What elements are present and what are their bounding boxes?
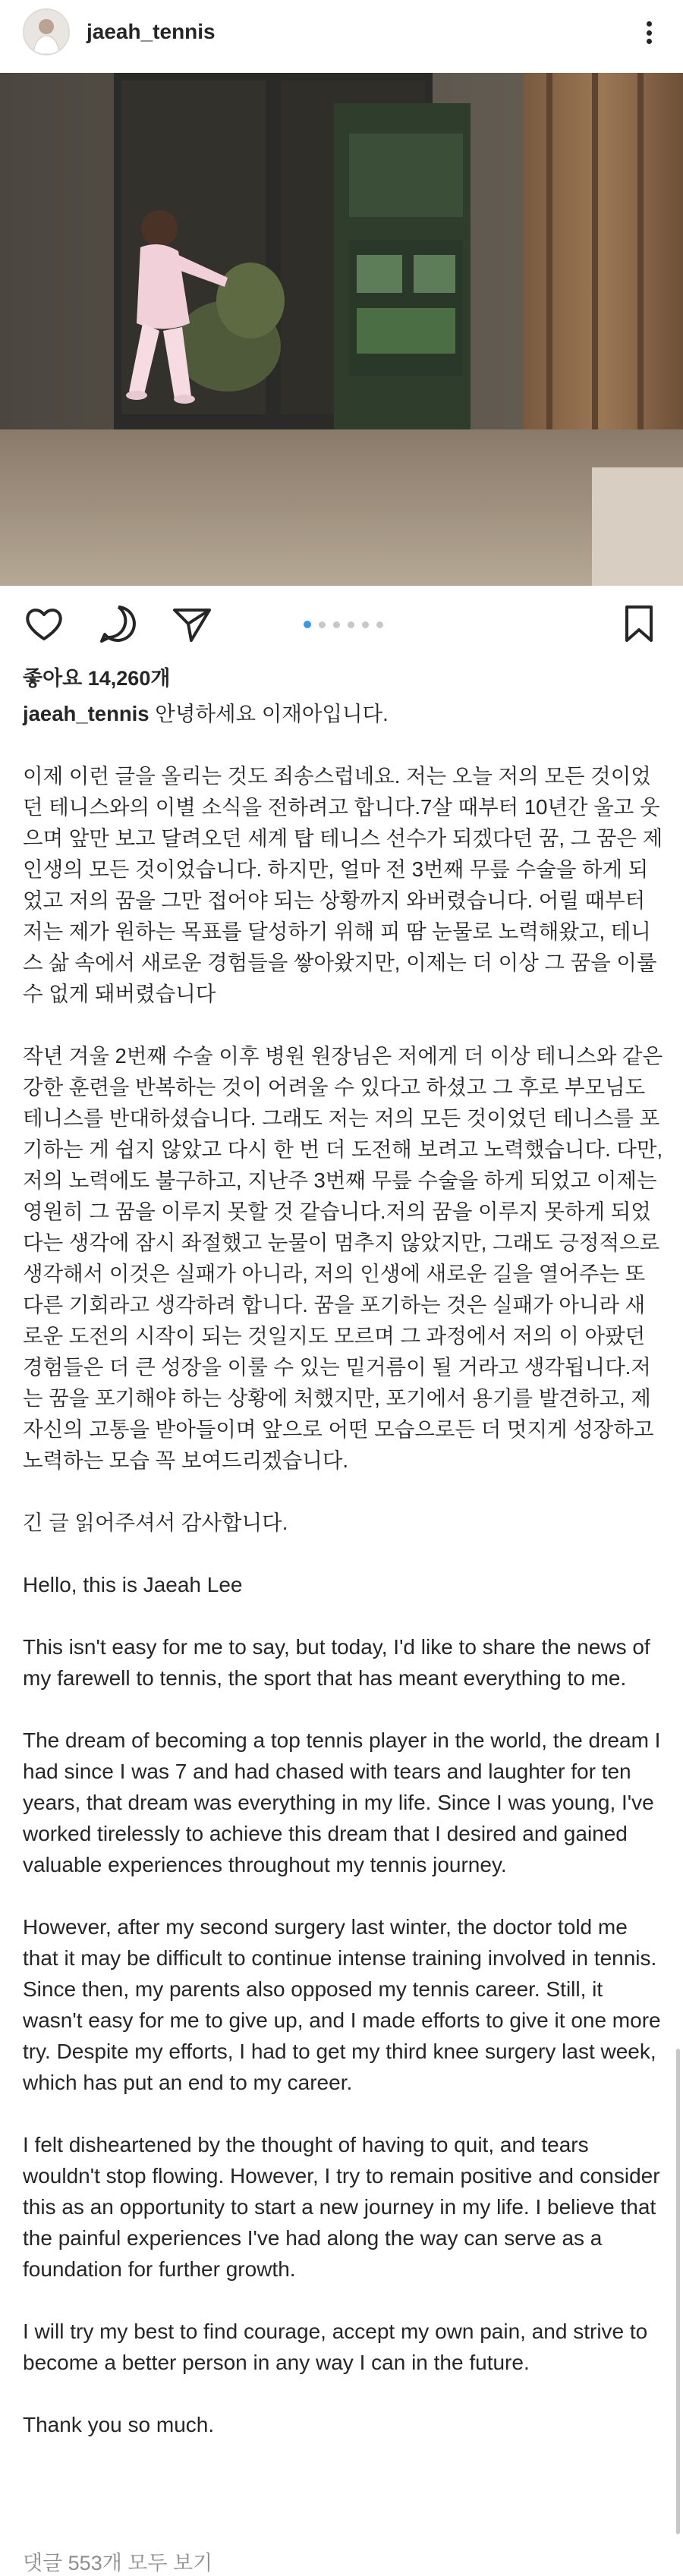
post-header [0,0,683,64]
carousel-dot [348,621,354,628]
caption-en-paragraph: I will try my best to find courage, accept my own pain, and strive to become a better person in any way I can in the future. [23,2320,648,2374]
view-comments-link[interactable]: 댓글 553개 모두 보기 [23,2552,213,2574]
caption-ko-paragraph: 작년 겨울 2번째 수술 이후 병원 원장님은 저에게 더 이상 테니스와 같은 강한 훈련을 반복하는 것이 어려울 수 있다고 하셨고 그 후로 부모님도 테니스를 반대하셨습니다. 그래도 저는 저의 모든 것이었던 테니스를 포기하는 게 쉽지 않았고 다시 한 번 더 도전해 보려고 노력했습니다. 다만, 저의 노력에도 불구하고, 지난주 3번째 무릎 수술을 하게 되었고 이제는 영원히 그 꿈을 이루지 못할 것 같습니다.저의 꿈을 이루지 못하게 되었다는 생각에 잠시 좌절했고 눈물이 멈추지 않았지만, 그래도 긍정적으로 생각해서 이것은 실패가 아니라, 저의 인생에 새로운 길을 열어주는 또 다른 기회라고 생각하려 합니다. 꿈을 포기하는 것은 실패가 아니라 새로운 도전의 시작이 되는 것일지도 모르며 그 과정에서 저의 이 아팠던 경험들은 더 큰 성장을 이룰 수 있는 밑거름이 될 거라고 생각됩니다.저는 꿈을 포기해야 하는 상황에 처했지만, 포기에서 용기를 발견하고, 제 자신의 고통을 받아들이며 앞으로 어떤 모습으로든 더 멋지게 성장하고 노력하는 모습 꼭 보여드리겠습니다. [23,1044,663,1472]
caption-ko-paragraph: 이제 이런 글을 올리는 것도 죄송스럽네요. 저는 오늘 저의 모든 것이었던 테니스와의 이별 소식을 전하려고 합니다.7살 때부터 10년간 울고 웃으며 앞만 보고 달려오던 세계 탑 테니스 선수가 되겠다던 꿈, 그 꿈은 제 인생의 모든 것이었습니다. 하지만, 얼마 전 3번째 무릎 수술을 하게 되었고 저의 꿈을 그만 접어야 되는 상황까지 와버렸습니다. 어릴 때부터 저는 제가 원하는 목표를 달성하기 위해 피 땀 눈물로 노력해왔고, 테니스 삶 속에서 새로운 경험들을 쌓아왔지만, 이제는 더 이상 그 꿈을 이룰 수 없게 돼버렸습니다 [23,764,663,1005]
carousel-dot [319,621,326,628]
avatar-image [24,10,68,54]
post-media[interactable] [0,73,683,586]
caption-en-paragraph: Thank you so much. [23,2413,215,2436]
scrollbar[interactable] [676,2049,680,2534]
post-username[interactable]: jaeah_tennis [87,20,216,43]
carousel-dot [362,621,369,628]
avatar[interactable] [23,8,70,55]
likes-count[interactable]: 좋아요 14,260개 [23,667,171,690]
carousel-dot [333,621,340,628]
comment-icon[interactable] [96,601,141,646]
bookmark-icon[interactable] [616,601,662,646]
caption-username[interactable]: jaeah_tennis [23,702,150,725]
caption-en-paragraph: The dream of becoming a top tennis player in the world, the dream I had since I was 7 and had chased with tears and laughter for ten years, that dream was everything in my life. Since I was young, I've worked tirelessly to achieve this dream that I desired and gained valuable experiences throughout my tennis journey. [23,1728,661,1876]
carousel-indicator [304,621,383,628]
caption-en-paragraph: However, after my second surgery last winter, the doctor told me that it may be difficult to continue intense training involved in tennis. Since then, my parents also opposed my tennis career. Still, it wasn't easy for me to give up, and I made efforts to give it one more try. Despite my efforts, I had to get my third knee surgery last week, which has put an end to my career. [23,1915,661,2094]
post-caption [23,698,664,2440]
heart-icon[interactable] [21,601,67,646]
post-photo [0,73,683,586]
caption-first-line [23,698,664,729]
post-actions [0,592,683,656]
carousel-dot [376,621,383,628]
carousel-dot [304,621,311,628]
more-vertical-icon[interactable] [637,21,660,44]
caption-ko-paragraph: 긴 글 읽어주셔서 감사합니다. [23,1511,288,1534]
send-icon[interactable] [168,601,214,646]
caption-lead: 안녕하세요 이재아입니다. [155,702,389,725]
caption-en-paragraph: I felt disheartened by the thought of having to quit, and tears wouldn't stop flowing. However, I try to remain positive and consider this as an opportunity to start a new journey in my life. I believe that the painful experiences I've had along the way can serve as a foundation for further growth. [23,2133,660,2281]
caption-en-paragraph: This isn't easy for me to say, but today, I'd like to share the news of my farewell to tennis, the sport that has meant everything to me. [23,1635,650,1690]
caption-en-paragraph: Hello, this is Jaeah Lee [23,1573,243,1596]
